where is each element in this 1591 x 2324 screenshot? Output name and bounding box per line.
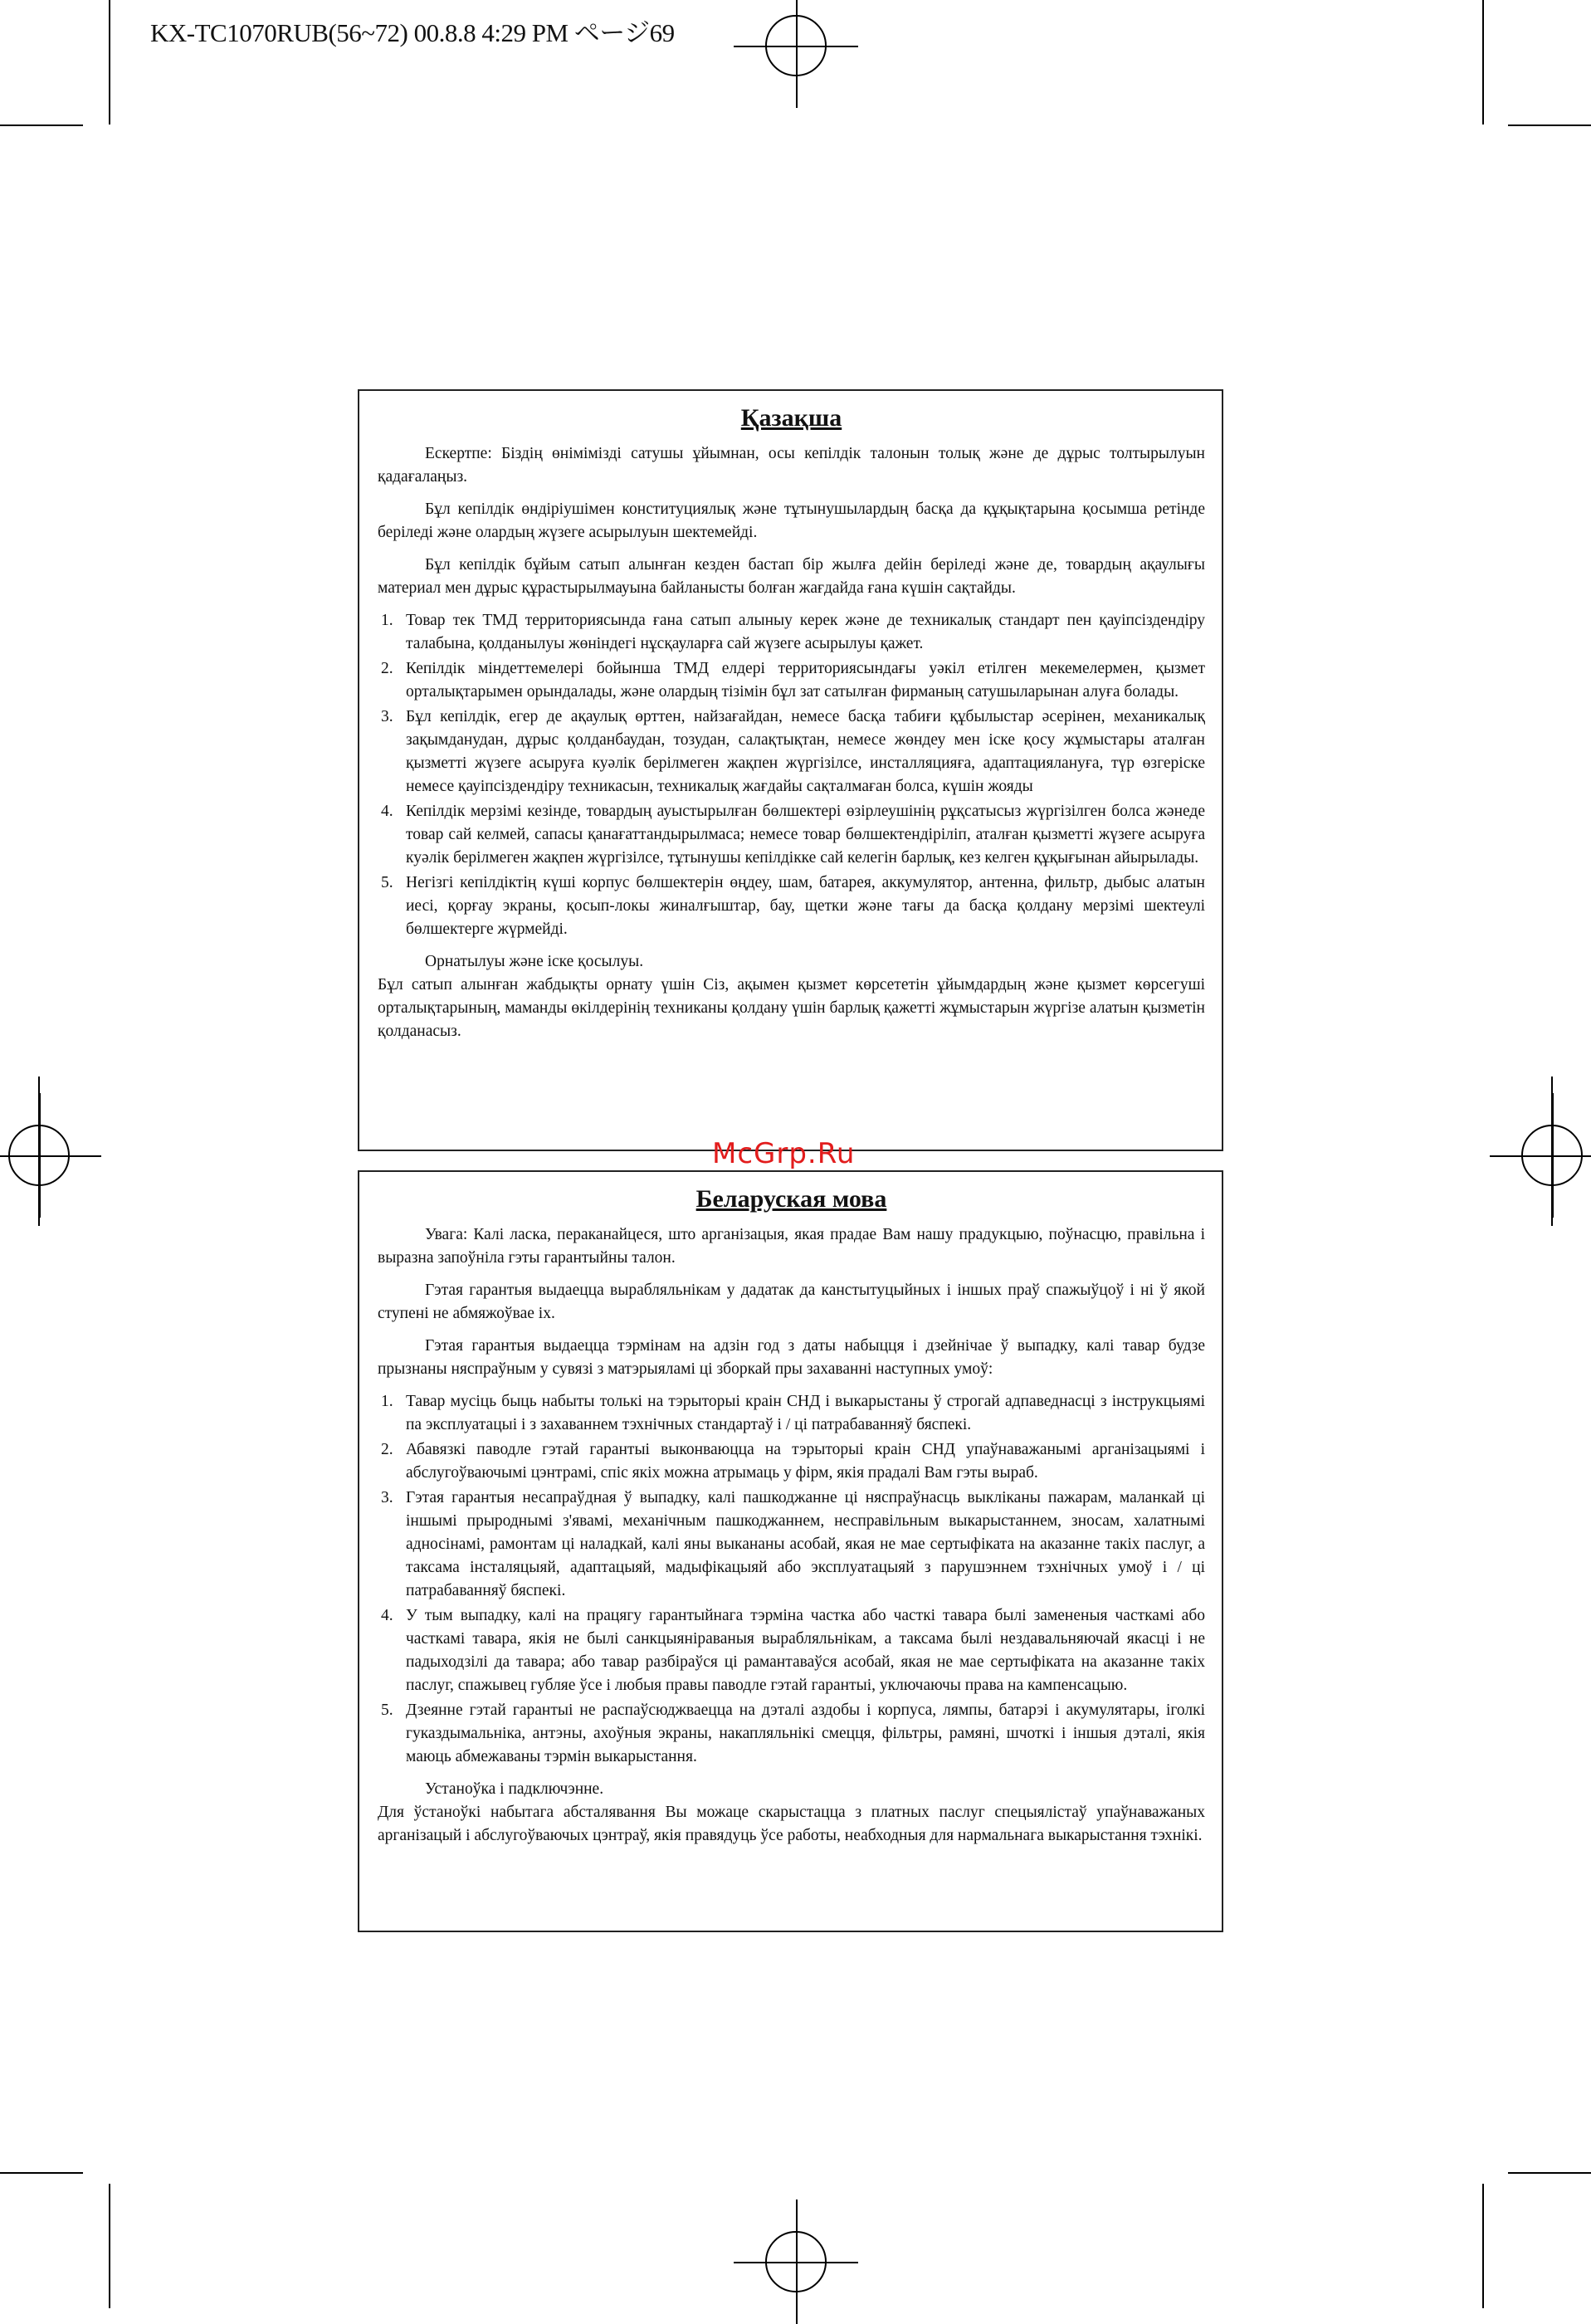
intro-paragraph: Ескертпе: Біздің өнімімізді сатушы ұйымнан, осы кепілдік талонын толық және де дұрыс толтырылуын қадағалаңыз. xyxy=(378,445,1205,486)
list-item: 3. Гэтая гарантыя несапраўдная ў выпадку, калі пашкоджанне ці няспраўнасць выкліканы пажарам, маланкай ці іншымі прыроднымі з'явамі, механічным пашкоджаннем, несправільным выкарыстаннем, зносам, халатнымі адносінамі, рамонтам ці наладкай, калі яны выкананы асобай, якая не мае сертыфіката на аказанне такіх паслуг, а таксама інсталяцыяй, адаптацыяй, мадыфікацыяй або эксплуатацыяй з парушэннем тэхнічных умоў і / ці патрабаванняў бяспекі. xyxy=(381,1489,1205,1599)
list-item: 4. Кепілдік мерзімі кезінде, товардың ауыстырылған бөлшектері өзірлеушінің рұқсатысыз жүргізілген болса жәнеде товар сай келмей, сапасы қанағаттандырылмаса; немесе товар бөлшектендіріліп, аталған қызметті жүзеге асыруға куәлік берілмеген жақпен жүргізілсе, тұтынушы кепілдікке сай келегін барлық, кез келген құқығынан айырылады. xyxy=(381,803,1205,867)
crop-mark xyxy=(1508,2172,1591,2174)
belarusian-warranty-section xyxy=(358,1170,1223,1932)
list-item: 1. Тавар мусіць быць набыты толькі на тэрыторыі краін СНД і выкарыстаны ў строгай адпаведнасці з інструкцыямі па эксплуатацыі і з захаваннем тэхнічных стандартаў і / ці патрабаванняў бяспекі. xyxy=(381,1393,1205,1433)
crop-mark xyxy=(1482,2184,1484,2308)
install-heading: Устаноўка і падключэнне. xyxy=(425,1780,604,1798)
install-paragraph: Бұл сатып алынған жабдықты орнату үшін Сіз, ақымен қызмет көрсететін ұйымдардың және қызмет көрсегуші орталықтарының, маманды өкілдерінің техниканы қолдану үшін барлық қажетті жұмыстарын жүргізе алатын қызметін қолданасыз. xyxy=(378,976,1205,1040)
list-item: 5. Дзеянне гэтай гарантыі не распаўсюджваецца на дэталі аздобы і корпуса, лямпы, батарэі і акумулятары, іголкі гуказдымальніка, антэны, ахоўныя экраны, накапляльнікі смецця, фільтры, рамяні, шчоткі і іншыя дэталі, якія маюць абмежаваны тэрмін выкарыстання. xyxy=(381,1702,1205,1765)
registration-mark-bottom xyxy=(765,2231,827,2292)
crop-mark xyxy=(109,2184,110,2308)
crop-mark xyxy=(1508,124,1591,126)
intro-paragraph: Бұл кепілдік бұйым сатып алынған кезден бастап бір жылға дейін беріледі және де, товардың ақаулығы материал мен дұрыс құрастырылмауына байланысты болған жағдайда ғана күшін сақтайды. xyxy=(378,556,1205,597)
crop-mark xyxy=(1482,0,1484,124)
registration-mark-left xyxy=(8,1125,70,1186)
install-paragraph: Для ўстаноўкі набытага абсталявання Вы можаце скарыстацца з платных паслуг спецыялістаў упаўнаважаных арганізацый і абслугоўваючых цэнтраў, якія правядуць ўсе работы, неабходныя для нармальнага выкарыстання тэхнікі. xyxy=(378,1804,1205,1844)
registration-mark-top xyxy=(765,15,827,76)
print-header: KX-TC1070RUB(56~72) 00.8.8 4:29 PM ページ69 xyxy=(150,18,675,47)
watermark: McGrp.Ru xyxy=(712,1137,856,1170)
list-item: 2. Кепілдік міндеттемелері бойынша ТМД елдері территориясындағы уәкіл етілген мекемелермен, қызмет орталықтарымен орындалады, және олардың тізімін бұл зат сатылған фирманың сатушыларынан алуға болады. xyxy=(381,660,1205,701)
crop-mark xyxy=(109,0,110,124)
kazakh-warranty-section xyxy=(358,389,1223,1151)
section-title: Беларуская мова xyxy=(695,1185,887,1213)
intro-paragraph: Увага: Калі ласка, пераканайцеся, што арганізацыя, якая прадае Вам нашу прадукцыю, поўнасцю, правільна і выразна запоўніла гэты гарантыйны талон. xyxy=(378,1226,1205,1267)
conditions-list xyxy=(378,609,1205,941)
list-item: 2. Абавязкі паводле гэтай гарантыі выконваюцца на тэрыторыі краін СНД упаўнаважанымі арганізацыямі і абслугоўваючымі цэнтрамі, спіс якіх можна атрымаць у фірм, якія прадалі Вам гэты выраб. xyxy=(381,1441,1205,1482)
crop-mark xyxy=(0,2172,83,2174)
intro-paragraph: Бұл кепілдік өндіріушімен конституциялық және тұтынушылардың басқа да құқықтарына қосымша ретінде беріледі және олардың жүзеге асырылуын шектемейді. xyxy=(378,500,1205,541)
list-item: 3. Бұл кепілдік, егер де ақаулық өрттен, найзағайдан, немесе басқа табиғи құбылыстар әсерінен, механикалық зақымданудан, дұрыс қолданбаудан, тозудан, салақтықтан, немесе жөндеу мен іске қосу жұмыстары аталған қызметті жүзеге асыруға куәлік берілмеген жақпен жүргізілсе, инсталляцияға, адаптациялануға, түр өзгеріске немесе қауіпсіздендіру техникасын, техникалық жағдайы сақталмаған болса, күшін жояды xyxy=(381,708,1205,795)
list-item: 4. У тым выпадку, калі на працягу гарантыйнага тэрміна частка або часткі тавара былі замененыя часткамі або часткамі тавара, якія не былі санкцыянiраваныя вырабляльнікам, а таксама былі нездавальняючай якасці і не падыходзілі да тавара; або тавар разбіраўся ці рамантаваўся асобай, якая не мае сертыфіката на аказанне такіх паслуг, спажывец губляе ўсе і любыя правы паводле гэтай гарантыі, уключаючы права на кампенсацыю. xyxy=(381,1607,1205,1694)
registration-mark-right xyxy=(1521,1125,1583,1186)
conditions-list xyxy=(378,1390,1205,1769)
list-item: 1. Товар тек ТМД территориясында ғана сатып алыныу керек және де техникалық стандарт пен қауіпсіздендіру талабына, қолданылуы жөніндегі нұсқауларға сай жүзеге асырылуы қажет. xyxy=(381,612,1205,652)
install-heading: Орнатылуы және іске қосылуы. xyxy=(425,953,644,970)
intro-paragraph: Гэтая гарантыя выдаецца тэрмінам на адзін год з даты набыцця і дзейнічае ў выпадку, калі тавар будзе прызнаны няспраўным у сувязі з матэрыяламі ці зборкай пры захаванні наступных умоў: xyxy=(378,1337,1205,1378)
section-title: Қазақша xyxy=(740,404,842,432)
list-item: 5. Негізгі кепілдіктің күші корпус бөлшектерін өңдеу, шам, батарея, аккумулятор, антенна, фильтр, дыбыс алатын иесі, қорғау экраны, қосып-локы жиналғыштар, бау, щетки және тағы да басқа қолдану мерзімі шектеулі бөлшектерге жүрмейді. xyxy=(381,874,1205,938)
intro-paragraph: Гэтая гарантыя выдаецца вырабляльнікам у дадатак да канстытуцыйных і іншых праў спажыўцоў і ні ў якой ступені не абмяжоўвае іх. xyxy=(378,1282,1205,1322)
crop-mark xyxy=(0,124,83,126)
